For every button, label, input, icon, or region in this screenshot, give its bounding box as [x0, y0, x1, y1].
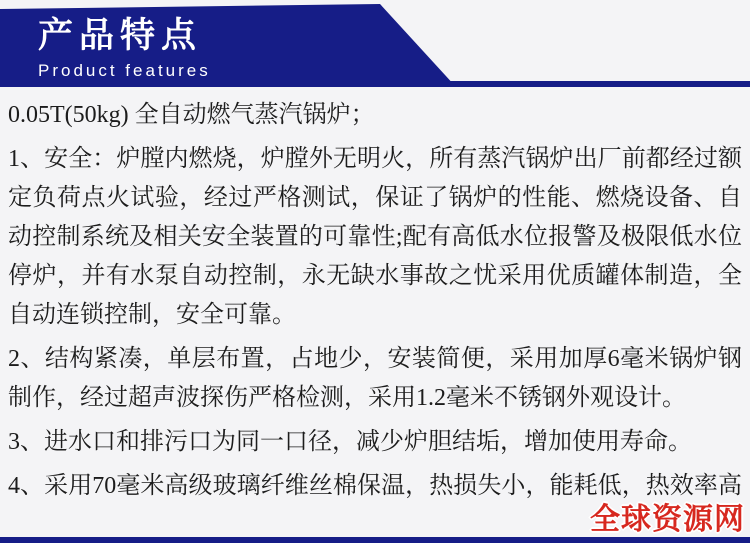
feature-paragraph-3: [8, 423, 742, 462]
feature-text-line: 停炉，并有水泵自动控制，永无缺水事故之忧采用优质罐体制造，全: [8, 263, 742, 289]
banner-title: 产品特点: [38, 16, 203, 55]
banner-underline: [440, 81, 750, 87]
intro-line: 0.05T(50kg) 全自动燃气蒸汽锅炉；: [8, 102, 375, 128]
bottom-divider-bar: [0, 537, 750, 543]
feature-text-line: 自动连锁控制，安全可靠。: [8, 302, 296, 328]
feature-text-line: 3、进水口和排污口为同一口径，减少炉胆结垢，增加使用寿命。: [8, 429, 692, 455]
feature-paragraph-2: [8, 340, 742, 418]
intro-paragraph: [8, 96, 742, 135]
feature-text-line: 定负荷点火试验，经过严格测试，保证了锅炉的性能、燃烧设备、自: [8, 185, 742, 211]
feature-paragraph-1: [8, 140, 742, 335]
feature-text-line: 1、安全：炉膛内燃烧，炉膛外无明火，所有蒸汽锅炉出厂前都经过额: [8, 146, 742, 172]
site-watermark: 全球资源网: [590, 503, 745, 536]
banner-subtitle: Product features: [38, 61, 211, 80]
feature-text-line: 2、结构紧凑，单层布置，占地少，安装简便，采用加厚6毫米锅炉钢: [8, 346, 742, 372]
feature-text-line: 制作，经过超声波探伤严格检测，采用1.2毫米不锈钢外观设计。: [8, 385, 686, 411]
feature-text-line: 动控制系统及相关安全装置的可靠性;配有高低水位报警及极限低水位: [8, 224, 742, 250]
feature-text-line: 4、采用70毫米高级玻璃纤维丝棉保温，热损失小，能耗低，热效率高: [8, 473, 742, 499]
feature-text-block: [8, 96, 742, 511]
